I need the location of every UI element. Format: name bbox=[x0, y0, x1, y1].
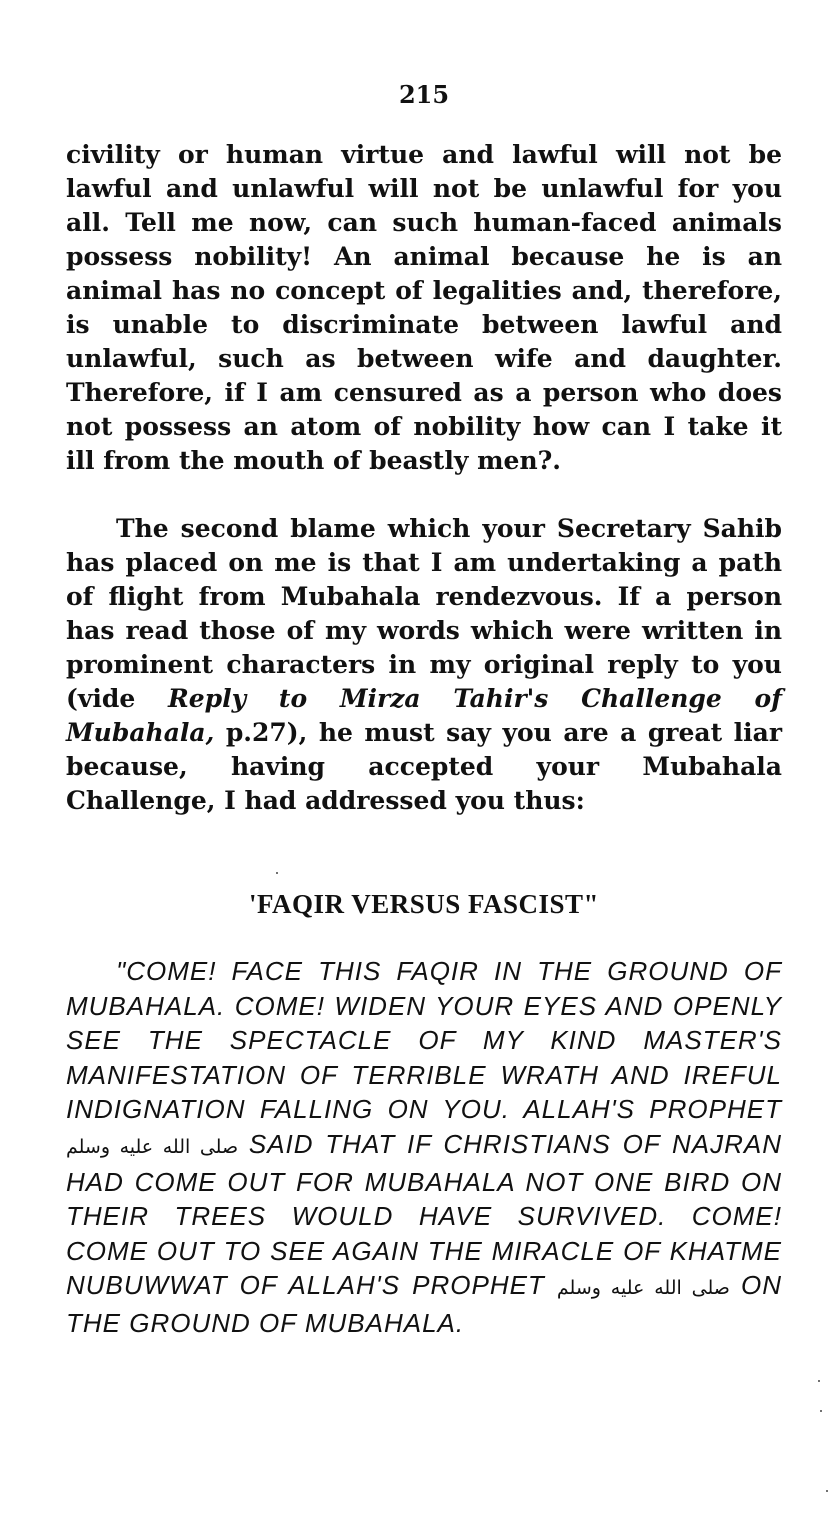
paragraph-2-text-before: The second blame which your Secretary Sahib has placed on me is that I am undertaking a path of flight from Mubahala rendezvous. If a person has read those of my words which were written in prominent characters in my original reply to you (vide bbox=[66, 514, 782, 713]
paragraph-2 bbox=[66, 512, 782, 818]
quote-part-2: SAID THAT IF CHRISTIANS OF NAJRAN HAD COME OUT FOR MUBAHALA NOT ONE BIRD ON THEIR TREES WOULD HAVE SURVIVED. COME! COME OUT TO SEE AGAIN THE MIRACLE OF KHATME NUBUWWAT OF ALLAH'S PROPHET bbox=[66, 1128, 782, 1301]
quote-part-1: "COME! FACE THIS FAQIR IN THE GROUND OF MUBAHALA. COME! WIDEN YOUR EYES AND OPENLY SEE THE SPECTACLE OF MY KIND MASTER'S MANIFESTATION OF TERRIBLE WRATH AND IREFUL INDIGNATION FALLING ON YOU. ALLAH'S PROPHET bbox=[66, 956, 782, 1125]
quote-part-3: ON THE GROUND OF MUBAHALA. bbox=[66, 1270, 782, 1338]
paragraph-1: civility or human virtue and lawful will not be lawful and unlawful will not be unlawful for you all. Tell me now, can such human-faced animals possess nobility! An animal because he is an animal has no concept of legalities and, therefore, is unable to discriminate between lawful and unlawful, such as between wife and daughter. Therefore, if I am censured as a person who does not possess an atom of nobility how can I take it ill from the mouth of beastly men?. bbox=[66, 140, 782, 475]
section-heading: 'FAQIR VERSUS FASCIST" bbox=[248, 889, 600, 919]
page-number: 215 bbox=[398, 80, 450, 109]
arabic-salutation-1: صلى الله عليه وسلم bbox=[66, 1135, 239, 1158]
block-quote bbox=[66, 954, 782, 1341]
arabic-salutation-2: صلى الله عليه وسلم bbox=[556, 1277, 730, 1300]
cited-book-title: Reply to Mirza Tahir's Challenge of Mubahala, bbox=[66, 684, 782, 747]
paragraph-2-text-after: p.27), he must say you are a great liar because, having accepted your Mubahala Challenge, I had addressed you thus: bbox=[66, 718, 782, 815]
